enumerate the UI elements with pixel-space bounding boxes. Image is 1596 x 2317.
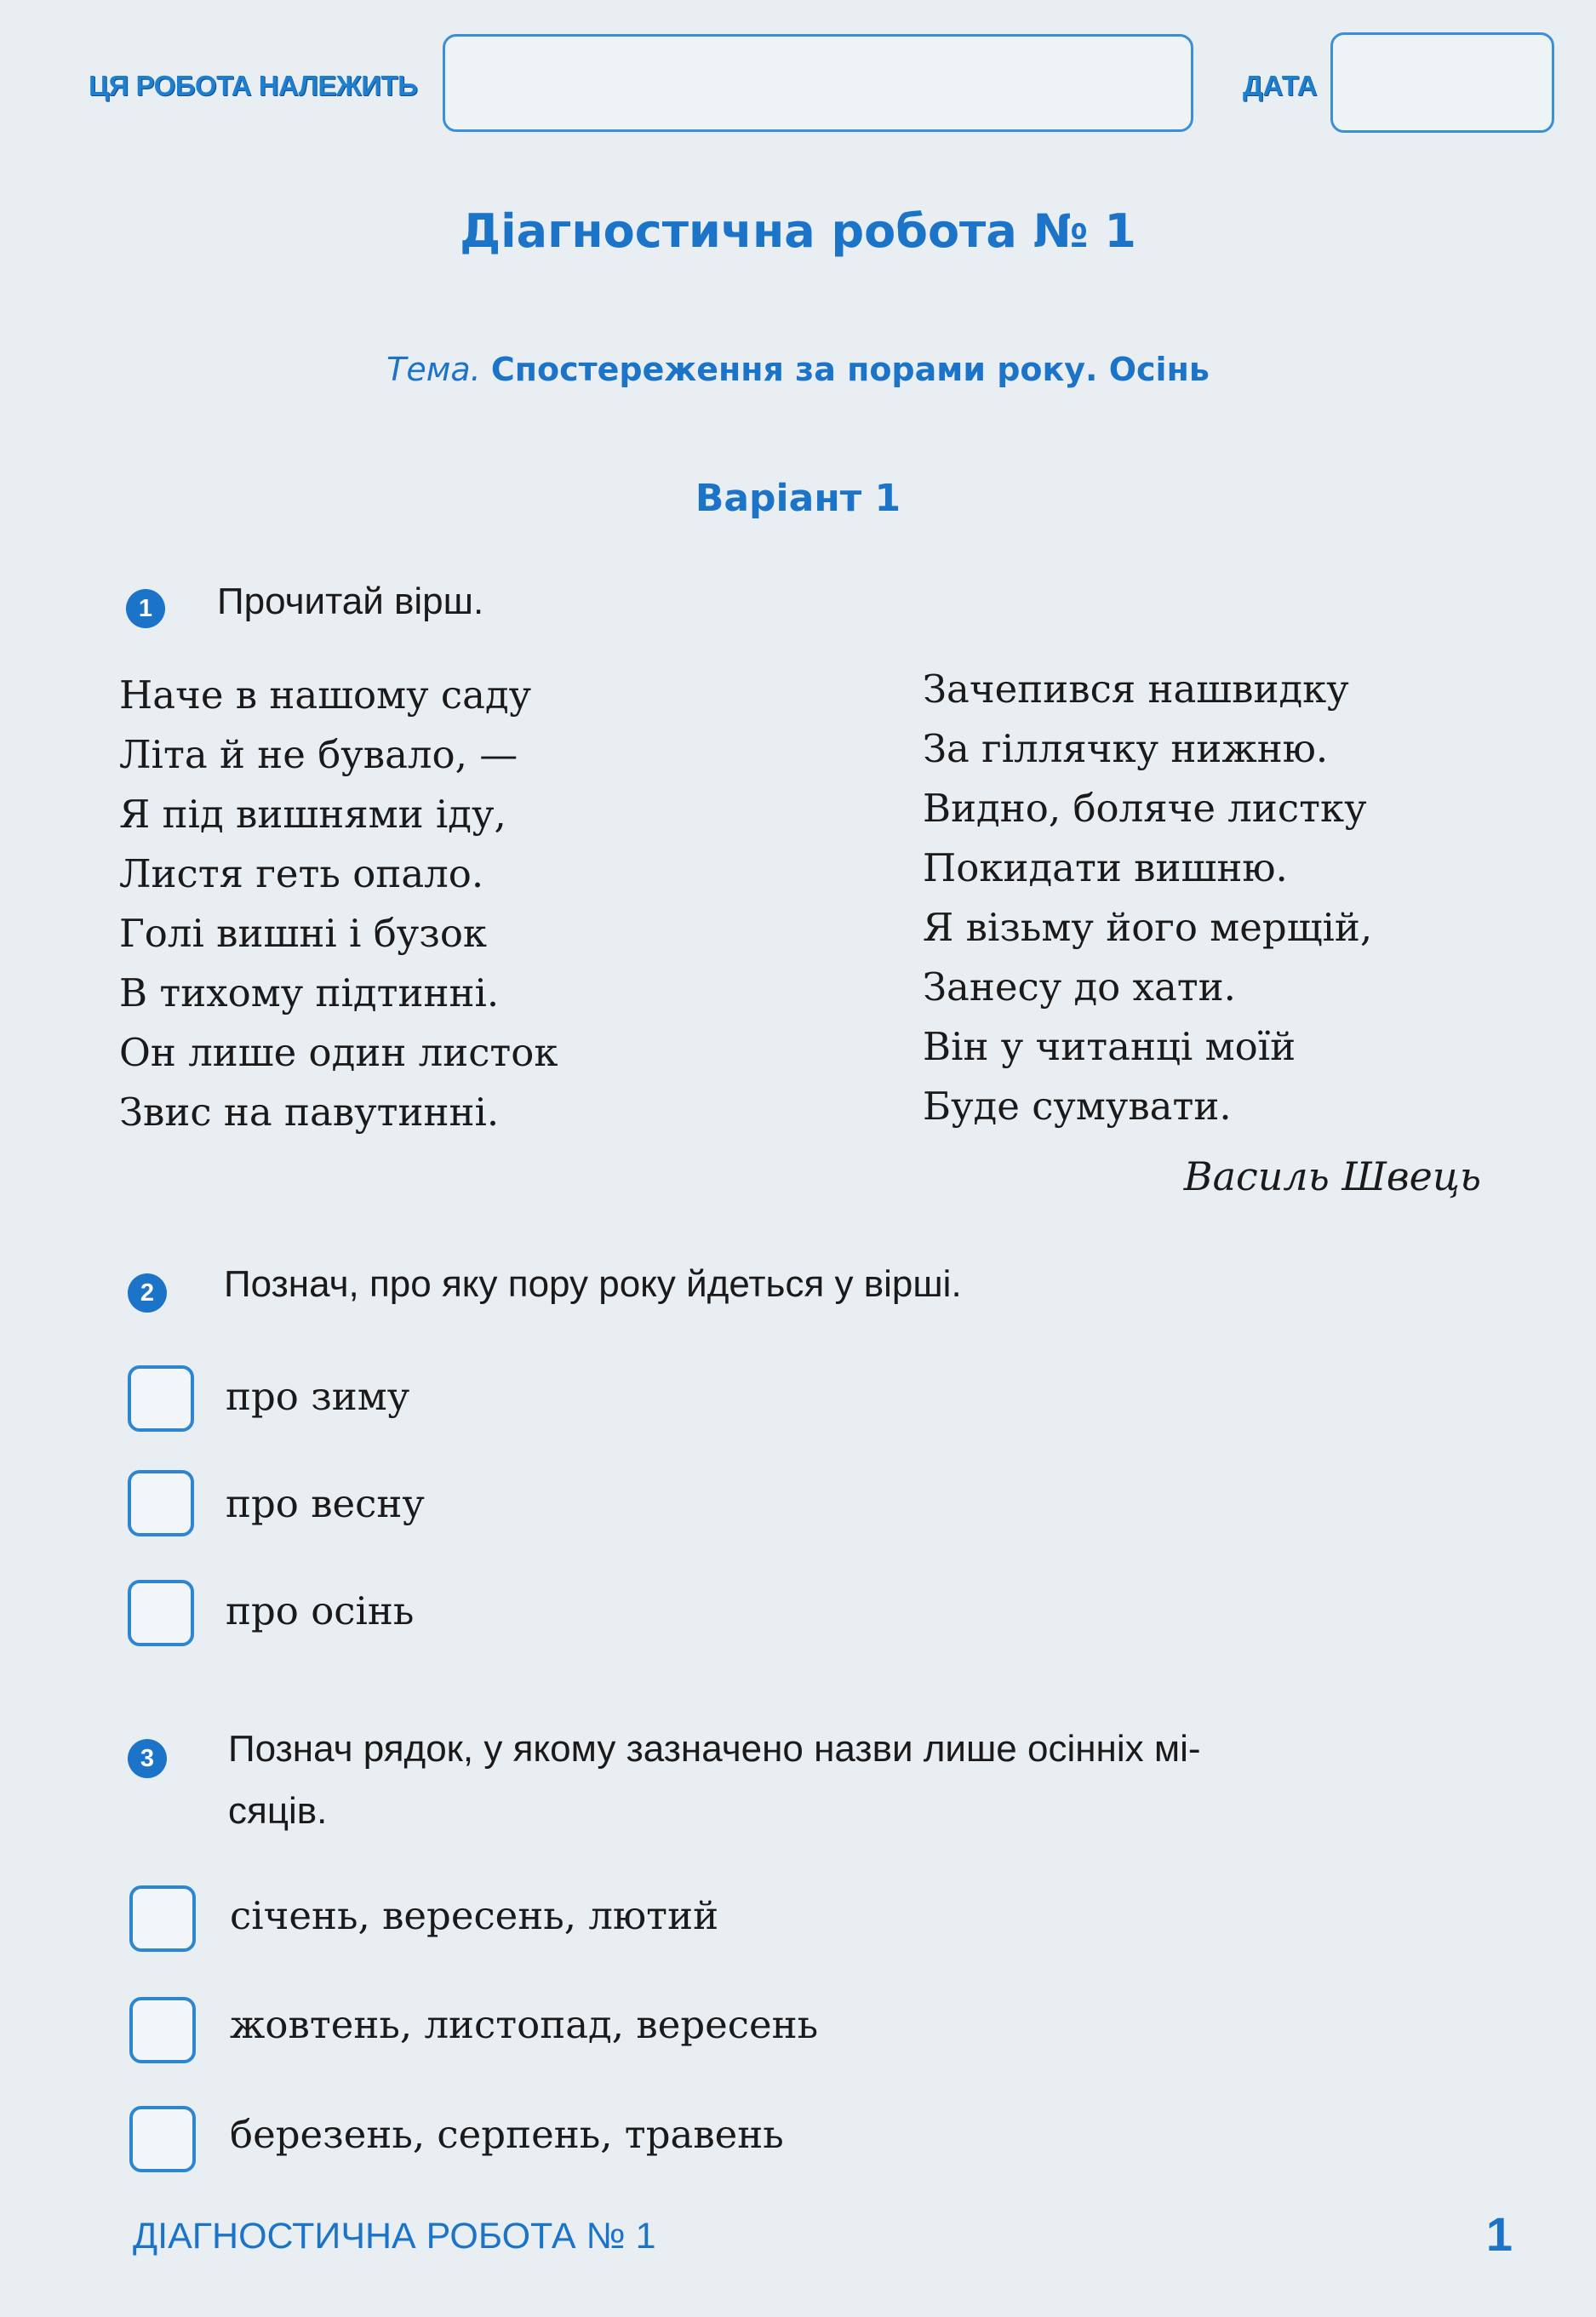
poem-line: За гіллячку нижню.: [923, 726, 1329, 771]
poem-line: Покидати вишню.: [923, 845, 1288, 890]
task-2-option-label: про зиму: [226, 1374, 410, 1419]
poem-line: В тихому підтинні.: [119, 970, 500, 1015]
task-2-number: 2: [128, 1273, 167, 1313]
task-3-text-line2: сяців.: [228, 1790, 328, 1832]
poem-line: Звис на павутинні.: [119, 1090, 500, 1135]
task-2-option-label: про осінь: [226, 1588, 415, 1633]
poem-line: Він у читанці моїй: [923, 1024, 1296, 1069]
task-2-option-checkbox[interactable]: [128, 1365, 194, 1432]
task-3-option-checkbox[interactable]: [129, 1997, 196, 2063]
page-title: Діагностична робота № 1: [460, 204, 1136, 258]
poem-line: Листя геть опало.: [119, 851, 484, 896]
poem-author: Василь Швець: [1183, 1153, 1481, 1199]
task-3-option-label: січень, вересень, лютий: [230, 1893, 719, 1938]
task-3-option-checkbox[interactable]: [129, 2106, 196, 2172]
poem-line: Наче в нашому саду: [119, 672, 532, 718]
poem-line: Видно, боляче листку: [923, 786, 1367, 831]
owner-name-field[interactable]: [443, 34, 1193, 132]
poem-line: Літа й не бувало, —: [119, 732, 518, 777]
task-2-option-checkbox[interactable]: [128, 1580, 194, 1646]
poem-line: Голі вишні і бузок: [119, 911, 488, 956]
poem-line: Буде сумувати.: [923, 1084, 1232, 1129]
task-2-option-checkbox[interactable]: [128, 1470, 194, 1536]
task-3-text-line1: Познач рядок, у якому зазначено назви лише осінніх мі-: [228, 1728, 1201, 1770]
poem-line: Занесу до хати.: [923, 964, 1236, 1010]
task-3-option-label: березень, серпень, травень: [230, 2112, 784, 2157]
poem-line: Зачепився нашвидку: [923, 666, 1349, 712]
footer-title: ДІАГНОСТИЧНА РОБОТА № 1: [133, 2216, 656, 2257]
poem-line: Я під вишнями іду,: [119, 792, 506, 837]
task-3-number: 3: [128, 1739, 167, 1778]
poem-line: Я візьму його мерщій,: [923, 905, 1373, 950]
task-1-number: 1: [126, 589, 165, 628]
task-1-text: Прочитай вірш.: [217, 581, 484, 622]
poem-right-column: [923, 660, 1372, 1136]
task-2-option-label: про весну: [226, 1481, 425, 1526]
owner-label: ЦЯ РОБОТА НАЛЕЖИТЬ: [89, 70, 418, 101]
theme-line: [0, 351, 1596, 388]
poem-left-column: [119, 666, 558, 1142]
date-label: ДАТА: [1243, 70, 1318, 101]
task-3-option-label: жовтень, листопад, вересень: [230, 2002, 819, 2047]
poem-line: Он лише один листок: [119, 1030, 558, 1075]
task-3-option-checkbox[interactable]: [129, 1885, 196, 1952]
theme-label: Тема.: [386, 351, 481, 388]
date-field[interactable]: [1330, 32, 1554, 133]
theme-text: Спостереження за порами року. Осінь: [490, 351, 1210, 388]
page-number: 1: [1485, 2207, 1513, 2261]
task-2-text: Познач, про яку пору року йдеться у вірші.: [224, 1263, 962, 1305]
variant-heading: Варіант 1: [695, 477, 901, 520]
